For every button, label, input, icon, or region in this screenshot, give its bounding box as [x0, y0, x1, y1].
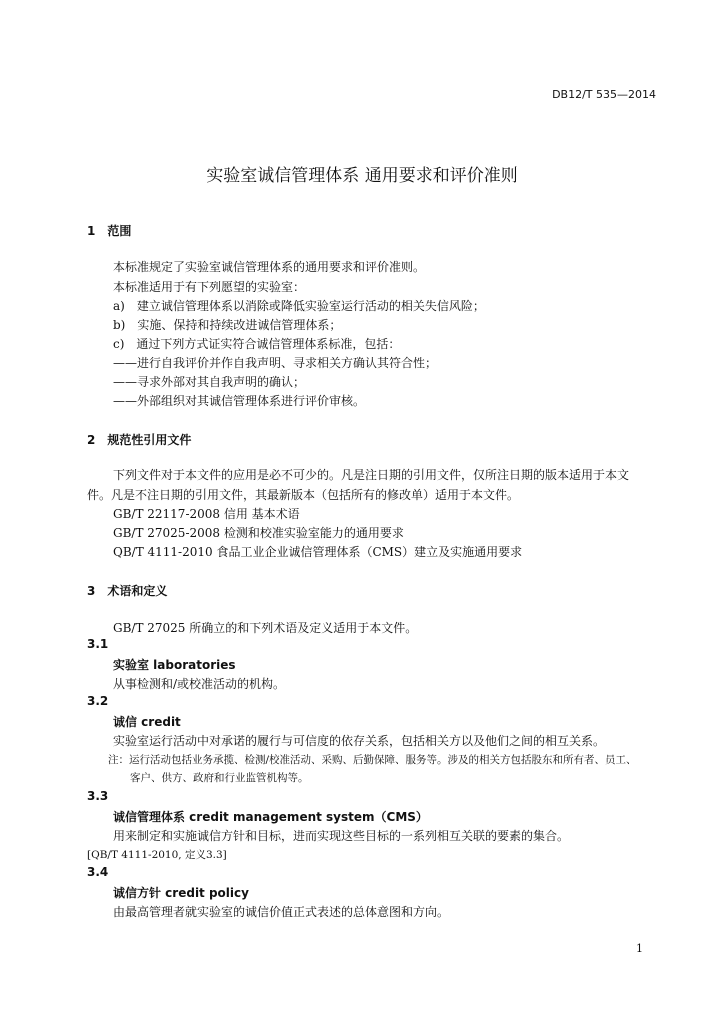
section-3-heading: 3 术语和定义	[87, 584, 168, 598]
document-title: 实验室诚信管理体系 通用要求和评价准则	[206, 166, 518, 186]
scope-dash-1: ——进行自我评价并作自我声明、寻求相关方确认其符合性；	[113, 356, 438, 370]
scope-dash-2: ——寻求外部对其自我声明的确认；	[113, 375, 306, 389]
scope-line-2: 本标准适用于有下列愿望的实验室：	[113, 280, 306, 294]
reference-item: GB/T 22117-2008 信用 基本术语	[113, 507, 300, 521]
term-definition: 由最高管理者就实验室的诚信价值正式表述的总体意图和方向。	[113, 905, 450, 919]
term-number: 3.2	[87, 694, 109, 708]
term-number: 3.1	[87, 637, 109, 651]
scope-item-c: c) 通过下列方式证实符合诚信管理体系标准，包括：	[113, 337, 401, 351]
term-title: 诚信管理体系 credit management system（CMS）	[113, 810, 428, 824]
scope-dash-3: ——外部组织对其诚信管理体系进行评价审核。	[113, 394, 366, 408]
normative-para-line-2: 件。凡是不注日期的引用文件，其最新版本（包括所有的修改单）适用于本文件。	[87, 488, 520, 502]
term-source: [QB/T 4111-2010, 定义3.3]	[87, 849, 227, 861]
terms-intro: GB/T 27025 所确立的和下列术语及定义适用于本文件。	[113, 621, 418, 635]
normative-para-line-1: 下列文件对于本文件的应用是必不可少的。凡是注日期的引用文件，仅所注日期的版本适用于本文	[113, 468, 630, 482]
scope-item-b: b) 实施、保持和持续改进诚信管理体系；	[113, 318, 342, 332]
term-title: 诚信 credit	[113, 715, 181, 729]
reference-item: GB/T 27025-2008 检测和校准实验室能力的通用要求	[113, 526, 404, 540]
scope-item-a: a) 建立诚信管理体系以消除或降低实验室运行活动的相关失信风险；	[113, 299, 485, 313]
term-number: 3.3	[87, 789, 109, 803]
term-note-line-2: 客户、供方、政府和行业监管机构等。	[130, 772, 309, 784]
term-number: 3.4	[87, 865, 109, 879]
section-1-heading: 1 范围	[87, 224, 132, 238]
term-definition: 用来制定和实施诚信方针和目标，进而实现这些目标的一系列相互关联的要素的集合。	[113, 829, 570, 843]
term-title: 实验室 laboratories	[113, 658, 236, 672]
term-note-line-1: 注：运行活动包括业务承揽、检测/校准活动、采购、后勤保障、服务等。涉及的相关方包括股东和所有者、员工、	[108, 754, 637, 766]
term-definition: 从事检测和/或校准活动的机构。	[113, 677, 286, 691]
document-code: DB12/T 535—2014	[552, 88, 656, 101]
term-title: 诚信方针 credit policy	[113, 886, 249, 900]
term-definition: 实验室运行活动中对承诺的履行与可信度的依存关系，包括相关方以及他们之间的相互关系。	[113, 734, 606, 748]
reference-item: QB/T 4111-2010 食品工业企业诚信管理体系（CMS）建立及实施通用要求	[113, 545, 523, 559]
page-number: 1	[636, 942, 643, 955]
section-2-heading: 2 规范性引用文件	[87, 433, 192, 447]
scope-line-1: 本标准规定了实验室诚信管理体系的通用要求和评价准则。	[113, 260, 426, 274]
